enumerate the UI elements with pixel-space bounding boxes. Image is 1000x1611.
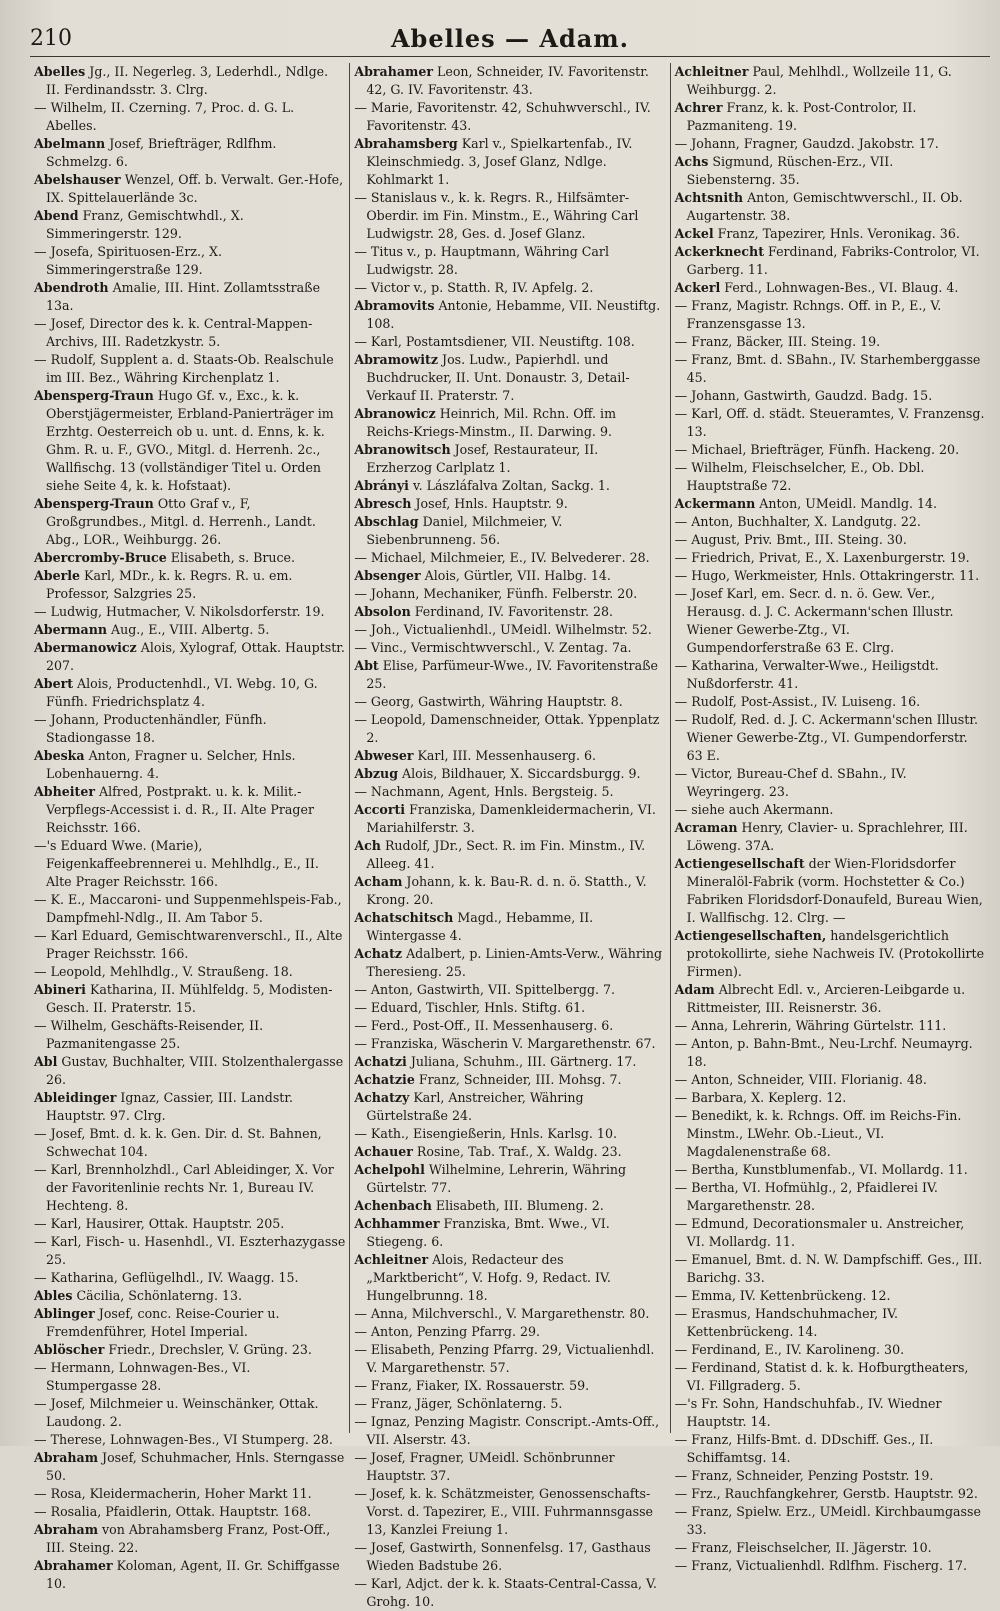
page-title: Abelles — Adam. [390,24,630,53]
directory-entry: Achtsnith Anton, Gemischtwverschl., II. Ob. Augartenstr. 38. [674,190,963,223]
directory-entry: — Josef, Director des k. k. Central-Mappen-Archivs, III. Radetzkystr. 5. [34,316,313,349]
directory-entry: Abraham Josef, Schuhmacher, Hnls. Sterngasse 50. [34,1450,345,1483]
directory-entry: — Wilhelm, II. Czerning. 7, Proc. d. G. L. Abelles. [34,100,295,133]
directory-entry: — Leopold, Damenschneider, Ottak. Yppenplatz 2. [354,712,660,745]
directory-entry: — Josef, k. k. Schätzmeister, Genossenschafts-Vorst. d. Tapezirer, E., VIII. Fuhrmannsgasse 13, Kanzlei Freiung 1. [354,1486,653,1537]
directory-entry: Abelshauser Wenzel, Off. b. Verwalt. Ger.-Hofe, IX. Spittelauerlände 3c. [34,172,344,205]
directory-entry: Abl Gustav, Buchhalter, VIII. Stolzenthalergasse 26. [34,1054,344,1087]
directory-entry: — Nachmann, Agent, Hnls. Bergsteig. 5. [354,784,614,799]
directory-entry: — Elisabeth, Penzing Pfarrg. 29, Victualienhdl. V. Margarethenstr. 57. [354,1342,655,1375]
directory-entry: — Rudolf, Supplent a. d. Staats-Ob. Realschule im III. Bez., Währing Kirchenplatz 1. [34,352,334,385]
directory-entry: — Franz, Schneider, Penzing Poststr. 19. [674,1468,934,1483]
directory-entry: — Joh., Victualienhdl., UMeidl. Wilhelmstr. 52. [354,622,652,637]
directory-entry: Abschlag Daniel, Milchmeier, V. Siebenbrunneng. 56. [354,514,563,547]
directory-entry: — Emma, IV. Kettenbrückeng. 12. [674,1288,891,1303]
directory-entry: — Josef Karl, em. Secr. d. n. ö. Gew. Ver., Herausg. d. J. C. Ackermann'schen Illustr. Wiener Gewerbe-Ztg., VI. Gumpendorferstraße 63 E. Clrg. [674,586,954,655]
directory-entry: Achleitner Alois, Redacteur des „Marktbericht“, V. Hofg. 9, Redact. IV. Hungelbrunng. 18. [354,1252,611,1303]
directory-entry: Achrer Franz, k. k. Post-Controlor, II. Pazmaniteng. 19. [674,100,917,133]
directory-entry: Achelpohl Wilhelmine, Lehrerin, Währing Gürtelstr. 77. [354,1162,627,1195]
directory-entry: Acraman Henry, Clavier- u. Sprachlehrer, III. Löweng. 37A. [674,820,968,853]
directory-entry: — August, Priv. Bmt., III. Steing. 30. [674,532,907,547]
directory-entry: — K. E., Maccaroni- und Suppenmehlspeis-Fab., Dampfmehl-Ndlg., II. Am Tabor 5. [34,892,342,925]
directory-entry: Actiengesellschaft der Wien-Floridsdorfer Mineralöl-Fabrik (vorm. Hochstetter & Co.) Fabriken Floridsdorf-Donaufeld, Bureau Wien, I. Wallfischg. 12. Clrg. — [674,856,983,925]
directory-entry: Achatschitsch Magd., Hebamme, II. Wintergasse 4. [354,910,594,943]
directory-entry: — Josef, Bmt. d. k. k. Gen. Dir. d. St. Bahnen, Schwechat 104. [34,1126,322,1159]
directory-entry: Ackerknecht Ferdinand, Fabriks-Controlor, VI. Garberg. 11. [674,244,980,277]
directory-entry: — Leopold, Mehlhdlg., V. Straußeng. 18. [34,964,293,979]
directory-entry: — Karl, Fisch- u. Hasenhdl., VI. Eszterhazygasse 25. [34,1234,346,1267]
directory-entry: Abelles Jg., II. Negerleg. 3, Lederhdl., Ndlge. II. Ferdinandsstr. 3. Clrg. [34,64,329,97]
directory-entry: — Katharina, Verwalter-Wwe., Heiligstdt. Nußdorferstr. 41. [674,658,939,691]
directory-entry: Absolon Ferdinand, IV. Favoritenstr. 28. [354,604,613,619]
directory-entry: — Anna, Lehrerin, Währing Gürtelstr. 111. [674,1018,947,1033]
directory-entry: — Anton, Gastwirth, VII. Spittelbergg. 7. [354,982,616,997]
directory-entry: Abrahamsberg Karl v., Spielkartenfab., IV. Kleinschmiedg. 3, Josef Glanz, Ndlge. Kohlmarkt 1. [354,136,633,187]
directory-entry: Abranowitsch Josef, Restaurateur, II. Erzherzog Carlplatz 1. [354,442,599,475]
directory-entry: — Edmund, Decorationsmaler u. Anstreicher, VI. Mollardg. 11. [674,1216,965,1249]
directory-entry: Abzug Alois, Bildhauer, X. Siccardsburgg. 9. [354,766,641,781]
directory-entry: — Marie, Favoritenstr. 42, Schuhwverschl., IV. Favoritenstr. 43. [354,100,651,133]
directory-entry: Abermanowicz Alois, Xylograf, Ottak. Hauptstr. 207. [34,640,345,673]
directory-entry: — Eduard, Tischler, Hnls. Stiftg. 61. [354,1000,586,1015]
directory-entry: — Rosalia, Pfaidlerin, Ottak. Hauptstr. 168. [34,1504,312,1519]
directory-entry: — Emanuel, Bmt. d. N. W. Dampfschiff. Ges., III. Barichg. 33. [674,1252,983,1285]
directory-entry: Achhammer Franziska, Bmt. Wwe., VI. Stiegeng. 6. [354,1216,610,1249]
directory-entry: — Anton, p. Bahn-Bmt., Neu-Lrchf. Neumayrg. 18. [674,1036,973,1069]
directory-entry: Abermann Aug., E., VIII. Albertg. 5. [34,622,270,637]
directory-columns [30,63,990,1609]
directory-entry: — Franz, Jäger, Schönlaterng. 5. [354,1396,563,1411]
directory-entry: Ablinger Josef, conc. Reise-Courier u. Fremdenführer, Hotel Imperial. [34,1306,280,1339]
directory-entry: — Katharina, Geflügelhdl., IV. Waagg. 15. [34,1270,299,1285]
directory-entry: Abend Franz, Gemischtwhdl., X. Simmeringerstr. 129. [34,208,244,241]
directory-entry: — Karl, Postamtsdiener, VII. Neustiftg. 108. [354,334,635,349]
directory-entry: Ablöscher Friedr., Drechsler, V. Grüng. 23. [34,1342,312,1357]
directory-entry: — Benedikt, k. k. Rchngs. Off. im Reichs-Fin. Minstm., LWehr. Ob.-Lieut., VI. Magdalenenstraße 68. [674,1108,962,1159]
directory-entry: — Anna, Milchverschl., V. Margarethenstr. 80. [354,1306,650,1321]
directory-entry: — Rudolf, Post-Assist., IV. Luiseng. 16. [674,694,921,709]
directory-entry: — Karl, Adjct. der k. k. Staats-Central-Cassa, V. Grohg. 10. [354,1576,657,1609]
directory-entry: — Karl, Off. d. städt. Steueramtes, V. Franzensg. 13. [674,406,985,439]
directory-entry: — Franz, Fleischselcher, II. Jägerstr. 10. [674,1540,932,1555]
directory-entry: — Anton, Buchhalter, X. Landgutg. 22. [674,514,921,529]
directory-entry: — Franz, Bäcker, III. Steing. 19. [674,334,881,349]
directory-entry: Achatzie Franz, Schneider, III. Mohsg. 7. [354,1072,622,1087]
directory-entry: Achauer Rosine, Tab. Traf., X. Waldg. 23. [354,1144,622,1159]
directory-entry: Absenger Alois, Gürtler, VII. Halbg. 14. [354,568,611,583]
directory-entry: Ach Rudolf, JDr., Sect. R. im Fin. Minstm., IV. Alleeg. 41. [354,838,646,871]
directory-entry: — Karl, Hausirer, Ottak. Hauptstr. 205. [34,1216,285,1231]
directory-entry: Accorti Franziska, Damenkleidermacherin, VI. Mariahilferstr. 3. [354,802,656,835]
directory-entry: Ackermann Anton, UMeidl. Mandlg. 14. [674,496,938,511]
directory-entry: — Ignaz, Penzing Magistr. Conscript.-Amts-Off., VII. Alserstr. 43. [354,1414,660,1447]
directory-entry: — Bertha, Kunstblumenfab., VI. Mollardg. 11. [674,1162,968,1177]
directory-entry: — Anton, Penzing Pfarrg. 29. [354,1324,540,1339]
page-number: 210 [30,26,72,51]
directory-entry: — siehe auch Akermann. [674,802,834,817]
directory-entry: Achatzy Karl, Anstreicher, Währing Gürtelstraße 24. [354,1090,584,1123]
directory-entry: — Johann, Productenhändler, Fünfh. Stadiongasse 18. [34,712,267,745]
directory-entry: — Hermann, Lohnwagen-Bes., VI. Stumpergasse 28. [34,1360,251,1393]
directory-entry: — Franz, Victualienhdl. Rdlfhm. Fischerg. 17. [674,1558,967,1573]
directory-entry: — Stanislaus v., k. k. Regrs. R., Hilfsämter-Oberdir. im Fin. Minstm., E., Währing Carl Ludwigstr. 28, Ges. d. Josef Glanz. [354,190,639,241]
directory-entry: Aberle Karl, MDr., k. k. Regrs. R. u. em. Professor, Salzgries 25. [34,568,293,601]
directory-entry: — Therese, Lohnwagen-Bes., VI Stumperg. 28. [34,1432,333,1447]
directory-entry: — Michael, Briefträger, Fünfh. Hackeng. 20. [674,442,960,457]
directory-entry: Achleitner Paul, Mehlhdl., Wollzeile 11, G. Weihburgg. 2. [674,64,952,97]
directory-entry: Achenbach Elisabeth, III. Blumeng. 2. [354,1198,604,1213]
directory-entry: Achatz Adalbert, p. Linien-Amts-Verw., Währing Theresieng. 25. [354,946,663,979]
column-2 [349,63,669,1609]
directory-entry: — Ludwig, Hutmacher, V. Nikolsdorferstr. 19. [34,604,325,619]
directory-entry: Abraham von Abrahamsberg Franz, Post-Off., III. Steing. 22. [34,1522,331,1555]
directory-entry: — Josef, Milchmeier u. Weinschänker, Ottak. Laudong. 2. [34,1396,319,1429]
directory-entry: — Wilhelm, Fleischselcher, E., Ob. Dbl. Hauptstraße 72. [674,460,925,493]
directory-entry: — Frz., Rauchfangkehrer, Gerstb. Hauptstr. 92. [674,1486,978,1501]
directory-entry: Abensperg-Traun Hugo Gf. v., Exc., k. k. Oberstjägermeister, Erbland-Panierträger im Erzhtg. Oesterreich ob u. unt. d. Enns, k. k. Ghm. R. u. F., GVO., Mitgl. d. Herrenh. 2c., Wallfischg. 13 (vollständiger Titel u. Orden siehe Seite 4, k. k. Hofstaat). [34,388,334,493]
directory-entry: Abelmann Josef, Briefträger, Rdlfhm. Schmelzg. 6. [34,136,277,169]
directory-entry: Abineri Katharina, II. Mühlfeldg. 5, Modisten-Gesch. II. Praterstr. 15. [34,982,333,1015]
directory-entry: — Hugo, Werkmeister, Hnls. Ottakringerstr. 11. [674,568,980,583]
directory-entry: — Georg, Gastwirth, Währing Hauptstr. 8. [354,694,623,709]
directory-entry: Ackerl Ferd., Lohnwagen-Bes., VI. Blaug. 4. [674,280,959,295]
directory-entry: Abensperg-Traun Otto Graf v., F, Großgrundbes., Mitgl. d. Herrenh., Landt. Abg., LOR., Weihburgg. 26. [34,496,316,547]
directory-entry: Abercromby-Bruce Elisabeth, s. Bruce. [34,550,296,565]
directory-entry: — Franz, Bmt. d. SBahn., IV. Starhemberggasse 45. [674,352,981,385]
column-3 [670,63,990,1573]
directory-entry: — Johann, Fragner, Gaudzd. Jakobstr. 17. [674,136,939,151]
directory-entry: Abrányi v. Lászláfalva Zoltan, Sackg. 1. [354,478,610,493]
directory-entry: Adam Albrecht Edl. v., Arcieren-Leibgarde u. Rittmeister, III. Reisnerstr. 36. [674,982,966,1015]
directory-entry: — Franz, Hilfs-Bmt. d. DDschiff. Ges., II. Schiffamtsg. 14. [674,1432,934,1465]
directory-entry: — Barbara, X. Keplerg. 12. [674,1090,847,1105]
directory-entry: Ackel Franz, Tapezirer, Hnls. Veronikag. 36. [674,226,960,241]
directory-entry: — Franz, Spielw. Erz., UMeidl. Kirchbaumgasse 33. [674,1504,981,1537]
directory-entry: — Josef, Gastwirth, Sonnenfelsg. 17, Gasthaus Wieden Badstube 26. [354,1540,651,1573]
directory-entry: Abendroth Amalie, III. Hint. Zollamtsstraße 13a. [34,280,321,313]
directory-entry: — Rosa, Kleidermacherin, Hoher Markt 11. [34,1486,312,1501]
directory-entry: — Rudolf, Red. d. J. C. Ackermann'schen Illustr. Wiener Gewerbe-Ztg., VI. Gumpendorferstr. 63 E. [674,712,978,763]
directory-entry: — Michael, Milchmeier, E., IV. Belvederег. 28. [354,550,650,565]
directory-entry: — Franz, Magistr. Rchngs. Off. in P., E., V. Franzensgasse 13. [674,298,942,331]
directory-entry: Abrahamer Koloman, Agent, II. Gr. Schiffgasse 10. [34,1558,340,1591]
directory-entry: — Titus v., p. Hauptmann, Währing Carl Ludwigstr. 28. [354,244,609,277]
directory-entry: Abweser Karl, III. Messenhauserg. 6. [354,748,596,763]
directory-entry: — Erasmus, Handschuhmacher, IV. Kettenbrückeng. 14. [674,1306,899,1339]
directory-entry: — Bertha, VI. Hofmühlg., 2, Pfaidlerei IV. Margarethenstr. 28. [674,1180,938,1213]
directory-entry: — Karl, Brennholzhdl., Carl Ableidinger, X. Vor der Favoritenlinie rechts Nr. 1, Bureau IV. Hechteng. 8. [34,1162,334,1213]
directory-entry: — Franziska, Wäscherin V. Margarethenstr. 67. [354,1036,656,1051]
directory-entry: — Ferdinand, Statist d. k. k. Hofburgtheaters, VI. Fillgraderg. 5. [674,1360,969,1393]
column-1 [30,63,349,1591]
directory-entry: Ables Cäcilia, Schönlaterng. 13. [34,1288,243,1303]
directory-entry: — Friedrich, Privat, E., X. Laxenburgerstr. 19. [674,550,970,565]
directory-entry: —'s Fr. Sohn, Handschuhfab., IV. Wiedner Hauptstr. 14. [674,1396,942,1429]
directory-entry: — Ferd., Post-Off., II. Messenhauserg. 6. [354,1018,614,1033]
directory-entry: —'s Eduard Wwe. (Marie), Feigenkaffeebrennerei u. Mehlhdlg., E., II. Alte Prager Reichsstr. 166. [34,838,319,889]
directory-entry: Actiengesellschaften, handelsgerichtlich protokollirte, siehe Nachweis IV. (Protokollirte Firmen). [674,928,985,979]
directory-entry: Abrahamer Leon, Schneider, IV. Favoritenstr. 42, G. IV. Favoritenstr. 43. [354,64,649,97]
directory-entry: Abresch Josef, Hnls. Hauptstr. 9. [354,496,568,511]
directory-entry: — Kath., Eisengießerin, Hnls. Karlsg. 10. [354,1126,617,1141]
directory-entry: — Franz, Fiaker, IX. Rossauerstr. 59. [354,1378,590,1393]
directory-entry: Abt Elise, Parfümeur-Wwe., IV. Favoritenstraße 25. [354,658,658,691]
directory-entry: — Johann, Mechaniker, Fünfh. Felberstr. 20. [354,586,638,601]
directory-entry: Abranowicz Heinrich, Mil. Rchn. Off. im Reichs-Kriegs-Minstm., II. Darwing. 9. [354,406,617,439]
directory-entry: Abheiter Alfred, Postprakt. u. k. k. Milit.-Verpflegs-Accessist i. d. R., II. Alte Prager Reichsstr. 166. [34,784,314,835]
directory-entry: — Wilhelm, Geschäfts-Reisender, II. Pazmanitengasse 25. [34,1018,264,1051]
page-header [30,22,990,57]
directory-entry: — Victor, Bureau-Chef d. SBahn., IV. Weyringerg. 23. [674,766,907,799]
directory-entry: — Anton, Schneider, VIII. Florianig. 48. [674,1072,927,1087]
directory-entry: — Josefa, Spirituosen-Erz., X. Simmeringerstraße 129. [34,244,222,277]
directory-entry: Abramovits Antonie, Hebamme, VII. Neustiftg. 108. [354,298,661,331]
directory-entry: Abeska Anton, Fragner u. Selcher, Hnls. Lobenhauerng. 4. [34,748,296,781]
directory-entry: Abert Alois, Productenhdl., VI. Webg. 10, G. Fünfh. Friedrichsplatz 4. [34,676,318,709]
directory-entry: Achs Sigmund, Rüschen-Erz., VII. Siebensterng. 35. [674,154,894,187]
directory-entry: Abramowitz Jos. Ludw., Papierhdl. und Buchdrucker, II. Unt. Donaustr. 3, Detail-Verkauf II. Praterstr. 7. [354,352,630,403]
directory-entry: — Victor v., p. Statth. R, IV. Apfelg. 2. [354,280,594,295]
directory-entry: — Josef, Fragner, UMeidl. Schönbrunner Hauptstr. 37. [354,1450,615,1483]
directory-entry: — Karl Eduard, Gemischtwarenverschl., II., Alte Prager Reichsstr. 166. [34,928,343,961]
directory-entry: Ableidinger Ignaz, Cassier, III. Landstr. Hauptstr. 97. Clrg. [34,1090,293,1123]
directory-entry: — Johann, Gastwirth, Gaudzd. Badg. 15. [674,388,933,403]
directory-entry: — Vinc., Vermischtwverschl., V. Zentag. 7a. [354,640,632,655]
directory-entry: — Ferdinand, E., IV. Karolineng. 30. [674,1342,905,1357]
directory-entry: Achatzi Juliana, Schuhm., III. Gärtnerg. 17. [354,1054,637,1069]
directory-entry: Acham Johann, k. k. Bau-R. d. n. ö. Statth., V. Krong. 20. [354,874,647,907]
